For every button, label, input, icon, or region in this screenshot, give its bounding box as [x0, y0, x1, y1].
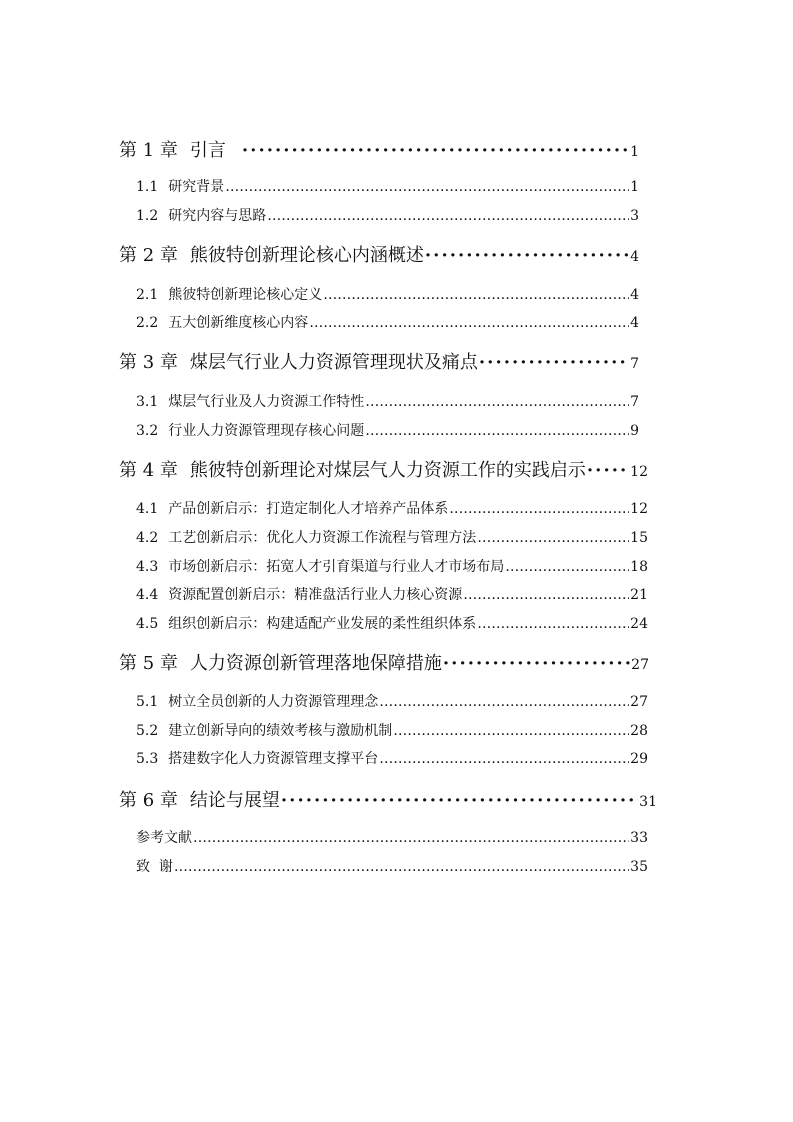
toc-chapter-1[interactable] [119, 136, 639, 162]
section-title: 建立创新导向的绩效考核与激励机制 [168, 723, 393, 739]
section-title: 行业人力资源管理现存核心问题 [168, 423, 365, 439]
section-title: 工艺创新启示：优化人力资源工作流程与管理方法 [168, 530, 477, 546]
section-title: 树立全员创新的人力资源管理理念 [168, 694, 379, 710]
page-number: 28 [630, 723, 648, 739]
section-number: 4.5 [136, 616, 159, 632]
section-number: 4.3 [136, 559, 159, 575]
section-number: 1.2 [136, 208, 159, 224]
toc-chapter-6[interactable] [119, 786, 657, 812]
page-number: 27 [630, 694, 648, 710]
dot-leader [443, 653, 630, 674]
toc-section-2-1[interactable] [136, 284, 639, 304]
toc-chapter-4[interactable] [119, 456, 648, 482]
toc-section-1-2[interactable] [136, 205, 639, 225]
page-number: 29 [630, 751, 648, 767]
dot-leader [365, 423, 629, 439]
section-number: 3.1 [136, 394, 159, 410]
chapter-title: 熊彼特创新理论核心内涵概述 [189, 245, 424, 266]
section-number: 5.1 [136, 694, 159, 710]
page-number: 1 [630, 179, 639, 195]
chapter-title: 引言 [189, 140, 226, 161]
section-title: 熊彼特创新理论核心定义 [168, 287, 323, 303]
page-number: 15 [630, 530, 648, 546]
dot-leader [393, 723, 629, 739]
section-number: 2.1 [136, 287, 159, 303]
toc-section-4-3[interactable] [136, 556, 648, 576]
toc-section-4-2[interactable] [136, 527, 648, 547]
page-number: 3 [630, 208, 639, 224]
section-title: 研究背景 [168, 179, 225, 195]
toc-section-4-1[interactable] [136, 498, 648, 518]
section-number: 2.2 [136, 315, 159, 331]
section-number: 5.3 [136, 751, 159, 767]
dot-leader [242, 140, 629, 161]
section-number: 4.1 [136, 501, 159, 517]
chapter-title: 结论与展望 [189, 790, 280, 811]
dot-leader [193, 830, 629, 846]
page-number: 4 [630, 249, 639, 265]
section-title: 产品创新启示：打造定制化人才培养产品体系 [168, 501, 449, 517]
page-number: 9 [630, 423, 639, 439]
toc-section-1-1[interactable] [136, 176, 639, 196]
dot-leader [323, 287, 629, 303]
toc-section-5-2[interactable] [136, 720, 648, 740]
dot-leader [174, 859, 629, 875]
page-number: 1 [630, 144, 639, 160]
chapter-title: 煤层气行业人力资源管理现状及痛点 [189, 352, 478, 373]
page-number: 21 [630, 587, 648, 603]
dot-leader [309, 315, 629, 331]
toc-section-5-1[interactable] [136, 691, 648, 711]
section-title: 资源配置创新启示：精准盘活行业人力核心资源 [168, 587, 463, 603]
section-title: 搭建数字化人力资源管理支撑平台 [168, 751, 379, 767]
page-number: 27 [631, 657, 649, 673]
chapter-title: 熊彼特创新理论对煤层气人力资源工作的实践启示 [189, 460, 586, 481]
dot-leader [365, 394, 629, 410]
page-number: 7 [630, 356, 639, 372]
acknowledgements-title: 致 谢 [136, 859, 173, 875]
toc-section-4-5[interactable] [136, 613, 648, 633]
section-title: 组织创新启示：构建适配产业发展的柔性组织体系 [168, 616, 477, 632]
toc-chapter-2[interactable] [119, 241, 639, 267]
toc-section-2-2[interactable] [136, 312, 639, 332]
dot-leader [477, 616, 629, 632]
dot-leader [379, 694, 629, 710]
section-title: 五大创新维度核心内容 [168, 315, 309, 331]
section-number: 3.2 [136, 423, 159, 439]
toc-chapter-3[interactable] [119, 348, 639, 374]
page-number: 12 [630, 501, 648, 517]
page-number: 31 [639, 794, 657, 810]
chapter-title: 人力资源创新管理落地保障措施 [189, 653, 442, 674]
page-number: 18 [630, 559, 648, 575]
page-number: 33 [630, 830, 648, 846]
chapter-number: 第 4 章 [119, 460, 178, 481]
dot-leader [587, 460, 629, 481]
dot-leader [479, 352, 629, 373]
toc-section-3-2[interactable] [136, 420, 639, 440]
dot-leader [477, 530, 629, 546]
toc-acknowledgements[interactable] [136, 856, 648, 876]
page-number: 12 [630, 464, 648, 480]
toc-section-5-3[interactable] [136, 748, 648, 768]
dot-leader [505, 559, 629, 575]
dot-leader [267, 208, 629, 224]
dot-leader [425, 245, 629, 266]
page-number: 4 [630, 315, 639, 331]
section-title: 研究内容与思路 [168, 208, 267, 224]
chapter-number: 第 2 章 [119, 245, 178, 266]
section-number: 5.2 [136, 723, 159, 739]
dot-leader [449, 501, 629, 517]
section-number: 4.4 [136, 587, 159, 603]
references-title: 参考文献 [136, 830, 192, 846]
section-title: 市场创新启示：拓宽人才引育渠道与行业人才市场布局 [168, 559, 505, 575]
section-number: 1.1 [136, 179, 159, 195]
page-number: 24 [630, 616, 648, 632]
page-number: 4 [630, 287, 639, 303]
dot-leader [379, 751, 629, 767]
chapter-number: 第 6 章 [119, 790, 178, 811]
toc-section-3-1[interactable] [136, 391, 639, 411]
toc-chapter-5[interactable] [119, 649, 649, 675]
chapter-number: 第 1 章 [119, 140, 178, 161]
page-number: 7 [630, 394, 639, 410]
chapter-number: 第 5 章 [119, 653, 178, 674]
toc-section-4-4[interactable] [136, 584, 648, 604]
chapter-number: 第 3 章 [119, 352, 178, 373]
section-title: 煤层气行业及人力资源工作特性 [168, 394, 365, 410]
dot-leader [281, 790, 638, 811]
toc-references[interactable] [136, 827, 648, 847]
dot-leader [225, 179, 629, 195]
section-number: 4.2 [136, 530, 159, 546]
page-number: 35 [630, 859, 648, 875]
dot-leader [463, 587, 629, 603]
